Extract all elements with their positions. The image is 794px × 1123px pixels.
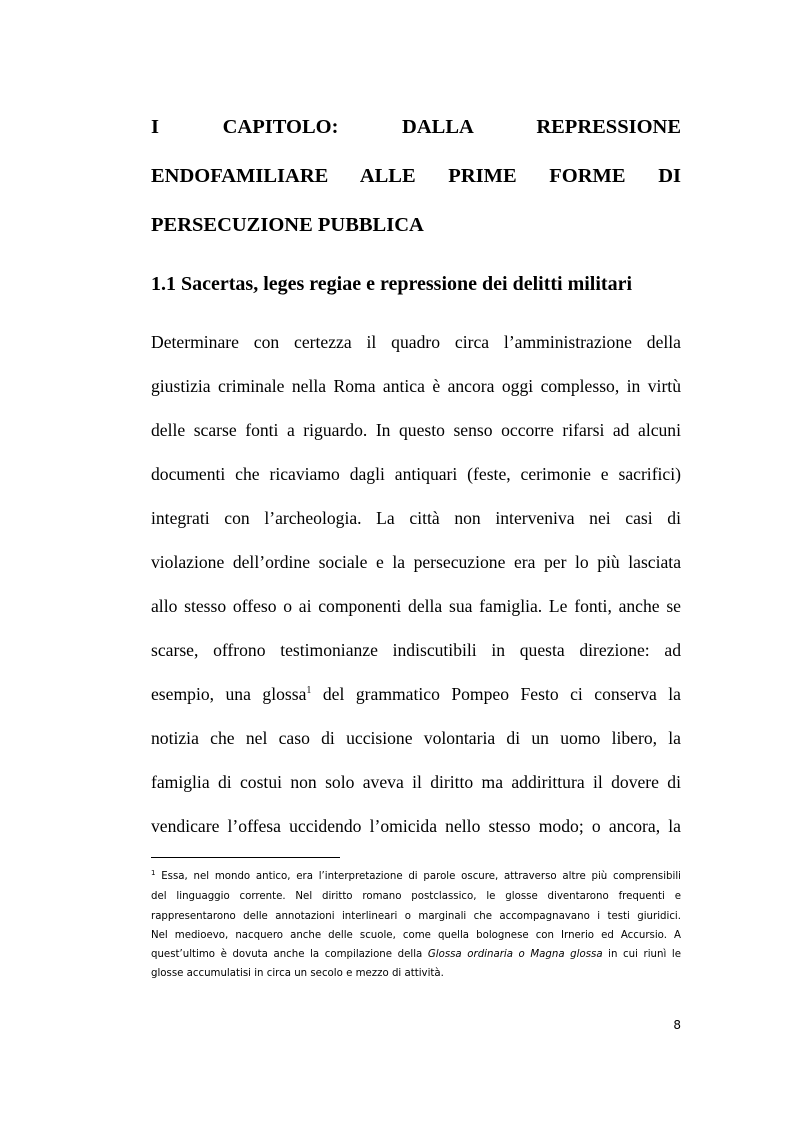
paragraph-text: del grammatico Pompeo Festo ci conserva la [311, 684, 681, 704]
footnote-line: del linguaggio corrente. Nel diritto romano postclassico, le glosse diventarono frequenti e [151, 891, 681, 902]
paragraph-line: documenti che ricaviamo dagli antiquari (feste, cerimonie e sacrifici) [151, 464, 681, 484]
footnote-line: rappresentarono delle annotazioni interlineari o marginali che accompagnavano i testi giuridici. [151, 911, 681, 922]
footnote-line: glosse accumulatisi in circa un secolo e mezzo di attività. [151, 968, 444, 979]
paragraph-line: delle scarse fonti a riguardo. In questo senso occorre rifarsi ad alcuni [151, 420, 681, 440]
section-heading: 1.1 Sacertas, leges regiae e repressione dei delitti militari [151, 273, 632, 295]
paragraph-line: integrati con l’archeologia. La città non interveniva nei casi di [151, 508, 681, 528]
footnote-reference[interactable]: 1 [306, 685, 312, 696]
paragraph-line: giustizia criminale nella Roma antica è ancora oggi complesso, in virtù [151, 376, 681, 396]
paragraph-line: allo stesso offeso o ai componenti della sua famiglia. Le fonti, anche se [151, 596, 681, 616]
footnote-mark: 1 [151, 869, 156, 877]
paragraph-line: scarse, offrono testimonianze indiscutibili in questa direzione: ad [151, 640, 681, 660]
footnote-line [151, 948, 681, 961]
footnote-text: quest’ultimo è dovuta anche la compilazione della [151, 949, 428, 960]
paragraph-line-with-footnote [151, 683, 681, 705]
footnote-italic-title: Glossa ordinaria o Magna glossa [427, 949, 603, 960]
footnote-text: in cui riunì le [602, 949, 681, 960]
paragraph-text: esempio, una glossa [151, 684, 307, 704]
paragraph-line: notizia che nel caso di uccisione volontaria di un uomo libero, la [151, 728, 681, 748]
chapter-title-line-2: ENDOFAMILIARE ALLE PRIME FORME DI [151, 165, 681, 187]
paragraph-line: violazione dell’ordine sociale e la persecuzione era per lo più lasciata [151, 552, 681, 572]
footnote-text: Essa, nel mondo antico, era l’interpretazione di parole oscure, attraverso altre più comprensibili [155, 871, 681, 882]
chapter-title-line-3: PERSECUZIONE PUBBLICA [151, 214, 424, 236]
footnote-separator [151, 857, 340, 858]
footnote-line: Nel medioevo, nacquero anche delle scuole, come quella bolognese con Irnerio ed Accursio. A [151, 930, 681, 941]
paragraph-line: famiglia di costui non solo aveva il diritto ma addirittura il dovere di [151, 772, 681, 792]
chapter-title-line-1: I CAPITOLO: DALLA REPRESSIONE [151, 116, 681, 138]
page-number: 8 [673, 1018, 681, 1032]
paragraph-line: vendicare l’offesa uccidendo l’omicida nello stesso modo; o ancora, la [151, 816, 681, 836]
paragraph-line: Determinare con certezza il quadro circa l’amministrazione della [151, 332, 681, 352]
footnote-line [151, 870, 681, 883]
